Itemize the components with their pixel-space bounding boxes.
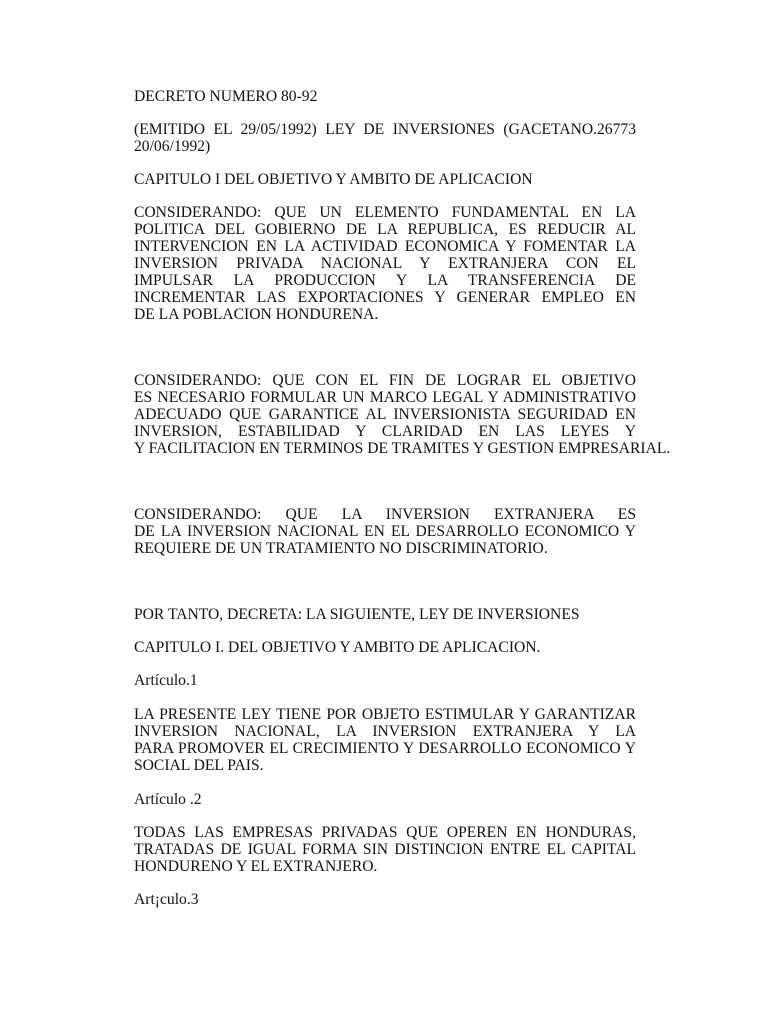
article-3-heading [134, 891, 636, 908]
article-2-text [134, 824, 636, 875]
text-line: CONSIDERANDO: QUE UN ELEMENTO FUNDAMENTAL EN LA [134, 204, 636, 221]
emitido-paragraph [134, 121, 636, 155]
text-line: IMPULSAR LA PRODUCCION Y LA TRANSFERENCIA DE [134, 272, 636, 289]
por-tanto [134, 606, 636, 623]
text-line: INVERSION NACIONAL, LA INVERSION EXTRANJERA Y LA [134, 723, 636, 740]
text-line: ES NECESARIO FORMULAR UN MARCO LEGAL Y ADMINISTRATIVO [134, 389, 636, 406]
text-line: PARA PROMOVER EL CRECIMIENTO Y DESARROLLO ECONOMICO Y [134, 740, 636, 757]
article-1-text [134, 706, 636, 774]
considerando-1 [134, 204, 636, 323]
text-line: DECRETO NUMERO 80-92 [134, 88, 318, 105]
text-line: DE LA POBLACION HONDURENA. [134, 306, 379, 323]
considerando-2 [134, 372, 671, 457]
text-line: CONSIDERANDO: QUE CON EL FIN DE LOGRAR EL OBJETIVO [134, 372, 636, 389]
chapter-1-heading [134, 639, 636, 656]
text-line: TODAS LAS EMPRESAS PRIVADAS QUE OPEREN EN HONDURAS, [134, 824, 636, 841]
text-line: POR TANTO, DECRETA: LA SIGUIENTE, LEY DE INVERSIONES [134, 606, 580, 623]
text-line: INVERSION, ESTABILIDAD Y CLARIDAD EN LAS LEYES Y [134, 423, 636, 440]
text-line: REQUIERE DE UN TRATAMIENTO NO DISCRIMINATORIO. [134, 540, 548, 557]
text-line: LA PRESENTE LEY TIENE POR OBJETO ESTIMULAR Y GARANTIZAR [134, 706, 636, 723]
text-line: CONSIDERANDO: QUE LA INVERSION EXTRANJERA ES [134, 506, 636, 523]
text-line: INCREMENTAR LAS EXPORTACIONES Y GENERAR EMPLEO EN [134, 289, 636, 306]
text-line: (EMITIDO EL 29/05/1992) LEY DE INVERSIONES (GACETANO.26773 [134, 121, 636, 138]
text-line: Art¡culo.3 [134, 891, 199, 908]
decree-title [134, 88, 636, 105]
text-line: INVERSION PRIVADA NACIONAL Y EXTRANJERA CON EL [134, 255, 636, 272]
article-1-heading [134, 672, 636, 689]
text-line: Artículo.1 [134, 672, 198, 689]
article-2-heading [134, 791, 636, 808]
text-line: HONDURENO Y EL EXTRANJERO. [134, 858, 378, 875]
text-line: CAPITULO I. DEL OBJETIVO Y AMBITO DE APLICACION. [134, 639, 541, 656]
text-line: POLITICA DEL GOBIERNO DE LA REPUBLICA, ES REDUCIR AL [134, 221, 636, 238]
text-line: SOCIAL DEL PAIS. [134, 757, 264, 774]
text-line: DE LA INVERSION NACIONAL EN EL DESARROLLO ECONOMICO Y [134, 523, 636, 540]
considerando-3 [134, 506, 636, 557]
chapter-heading [134, 171, 636, 188]
text-line: 20/06/1992) [134, 138, 211, 155]
text-line: Artículo .2 [134, 791, 202, 808]
text-line: INTERVENCION EN LA ACTIVIDAD ECONOMICA Y FOMENTAR LA [134, 238, 636, 255]
text-line: ADECUADO QUE GARANTICE AL INVERSIONISTA SEGURIDAD EN [134, 406, 636, 423]
text-line: CAPITULO I DEL OBJETIVO Y AMBITO DE APLICACION [134, 171, 533, 188]
text-line: Y FACILITACION EN TERMINOS DE TRAMITES Y GESTION EMPRESARIAL. [134, 440, 671, 457]
text-line: TRATADAS DE IGUAL FORMA SIN DISTINCION ENTRE EL CAPITAL [134, 841, 636, 858]
